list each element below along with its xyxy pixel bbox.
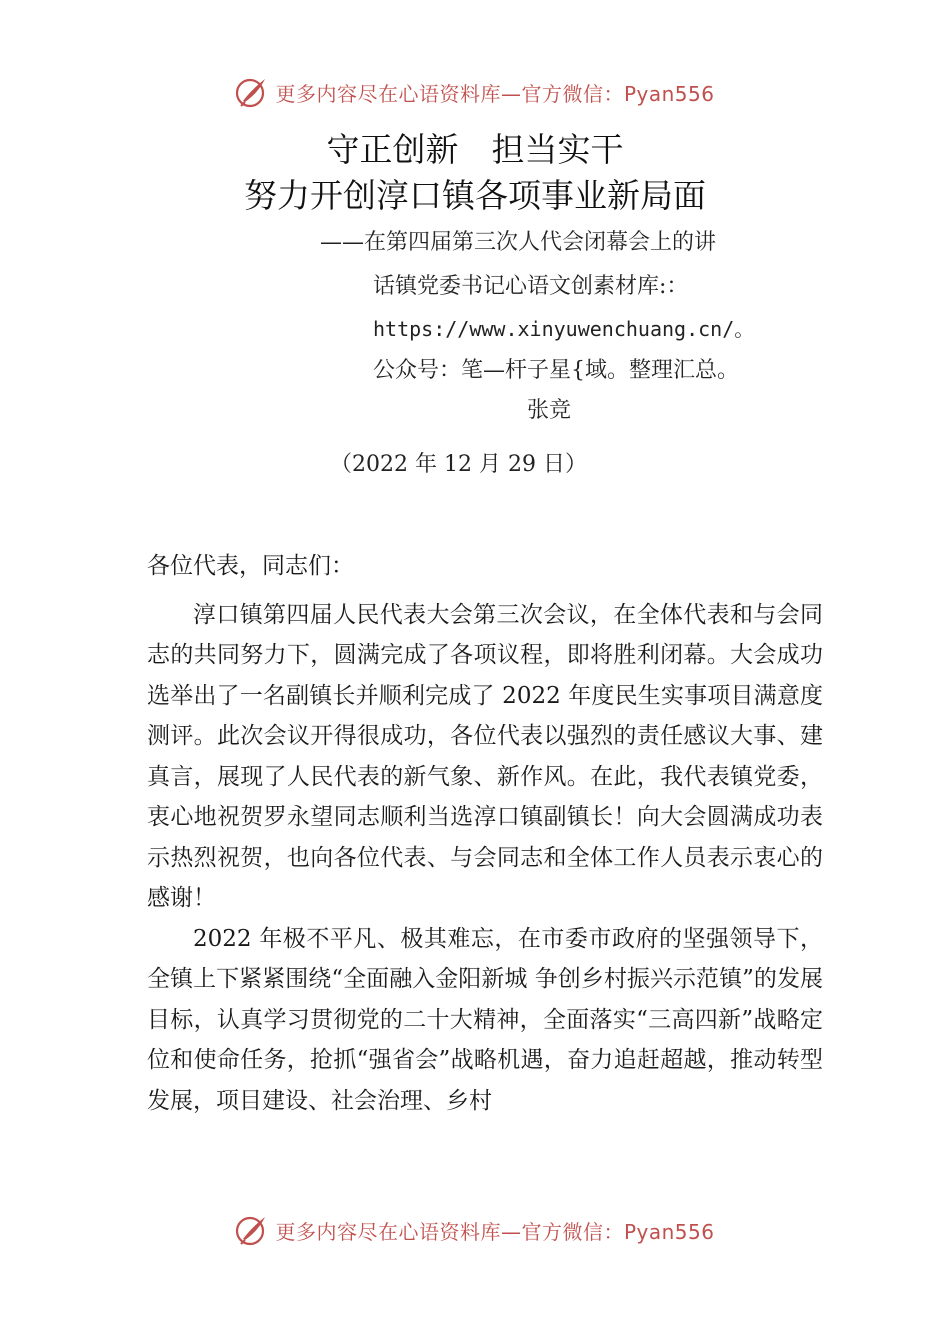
speech-date: （2022 年 12 月 29 日）	[330, 452, 587, 477]
banner-text: 更多内容尽在心语资料库—官方微信：Pyan556	[275, 1219, 715, 1244]
footer-banner	[0, 1210, 950, 1250]
document-body	[147, 546, 823, 1121]
subtitle-url: https://www.xinyuwenchuang.cn/。	[373, 317, 755, 341]
header-banner	[0, 72, 950, 112]
subtitle-line-4: 公众号：笔—杆子星{域。整理汇总。	[373, 358, 739, 383]
greeting: 各位代表，同志们：	[147, 553, 354, 579]
author-name: 张竞	[527, 398, 572, 423]
subtitle-line-2: 话镇党委书记心语文创素材库:：	[373, 274, 689, 299]
quill-pen-logo-icon	[235, 75, 269, 109]
document-title-line-1: 守正创新 担当实干	[326, 130, 624, 169]
quill-pen-logo-icon	[235, 1213, 269, 1247]
document-title-line-2: 努力开创淳口镇各项事业新局面	[244, 176, 706, 215]
subtitle-line-1: ——在第四届第三次人代会闭幕会上的讲	[320, 230, 717, 255]
paragraph: 淳口镇第四届人民代表大会第三次会议，在全体代表和与会同志的共同努力下，圆满完成了各项议程，即将胜利闭幕。大会成功选举出了一名副镇长并顺利完成了 2022 年度民生实事项目满意度测评。此次会议开得很成功，各位代表以强烈的责任感议大事、建真言，展现了人民代表的新气象、新作风。在此，我代表镇党委，衷心地祝贺罗永望同志顺利当选淳口镇副镇长！向大会圆满成功表示热烈祝贺，也向各位代表、与会同志和全体工作人员表示衷心的感谢！	[147, 601, 823, 911]
banner-text: 更多内容尽在心语资料库—官方微信：Pyan556	[275, 81, 715, 106]
paragraph: 2022 年极不平凡、极其难忘，在市委市政府的坚强领导下，全镇上下紧紧围绕“全面融入金阳新城 争创乡村振兴示范镇”的发展目标，认真学习贯彻党的二十大精神，全面落实“三高四新”战略定位和使命任务，抢抓“强省会”战略机遇，奋力追赶超越，推动转型发展，项目建设、社会治理、乡村	[147, 925, 823, 1114]
